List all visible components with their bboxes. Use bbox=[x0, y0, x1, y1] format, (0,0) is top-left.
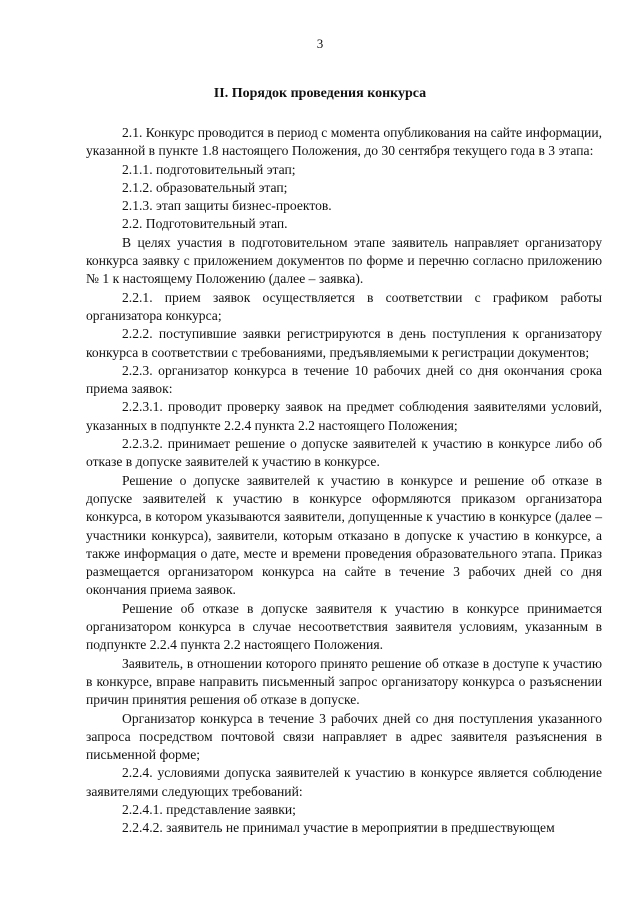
paragraph: 2.1.1. подготовительный этап; bbox=[122, 161, 296, 177]
paragraph: 2.2.4. условиями допуска заявителей к участию в конкурсе является соблюдение заявителями следующих требований: bbox=[86, 765, 602, 799]
section-title: II. Порядок проведения конкурса bbox=[213, 86, 427, 101]
paragraph: 2.2.1. прием заявок осуществляется в соответствии с графиком работы организатора конкурса; bbox=[86, 289, 602, 323]
paragraph: 2.2.2. поступившие заявки регистрируются в день поступления к организатору конкурса в соответствии с требованиями, предъявляемыми к регистрации документов; bbox=[86, 326, 602, 360]
paragraph: 2.2.4.2. заявитель не принимал участие в мероприятии в предшествующем bbox=[122, 820, 555, 836]
paragraph: 2.2. Подготовительный этап. bbox=[122, 216, 288, 232]
page-number: 3 bbox=[316, 36, 324, 51]
paragraph: Решение об отказе в допуске заявителя к участию в конкурсе принимается организатором конкурса в случае несоответствия заявителя условиям, указанным в подпункте 2.2.4 пункта 2.2 настоящего Положения. bbox=[86, 600, 602, 653]
paragraph: 2.1. Конкурс проводится в период с момента опубликования на сайте информации, указанной в пункте 1.8 настоящего Положения, до 30 сентября текущего года в 3 этапа: bbox=[86, 125, 602, 159]
paragraph: 2.2.4.1. представление заявки; bbox=[122, 801, 296, 817]
paragraph: 2.2.3.1. проводит проверку заявок на предмет соблюдения заявителями условий, указанных в подпункте 2.2.4 пункта 2.2 настоящего Положения; bbox=[86, 399, 602, 433]
paragraph: 2.2.3. организатор конкурса в течение 10 рабочих дней со дня окончания срока приема заявок: bbox=[86, 362, 602, 397]
paragraph: Решение о допуске заявителей к участию в конкурсе и решение об отказе в допуске заявителей к участию в конкурсе оформляются приказом организатора конкурса, в котором указываются заявители, допущенные к участию в конкурсе (далее – участники конкурса), заявители, которым отказано в допуске к участию в конкурсе, а также информация о дате, месте и времени проведения образовательного этапа. Приказ размещается организатором конкурса на сайте в течение 3 рабочих дней со дня окончания приема заявок. bbox=[86, 472, 602, 598]
paragraph: Заявитель, в отношении которого принято решение об отказе в доступе к участию в конкурсе, вправе направить письменный запрос организатору конкурса о разъяснении причин принятия решения об отказе в допуске. bbox=[86, 655, 602, 708]
paragraph: 2.1.2. образовательный этап; bbox=[122, 179, 288, 195]
paragraph: 2.2.3.2. принимает решение о допуске заявителей к участию в конкурсе либо об отказе в допуске заявителей к участию в конкурсе. bbox=[86, 436, 602, 470]
paragraph: В целях участия в подготовительном этапе заявитель направляет организатору конкурса заявку с приложением документов по форме и перечню согласно приложению № 1 к настоящему Положению (далее – заявка). bbox=[86, 234, 602, 287]
paragraph: Организатор конкурса в течение 3 рабочих дней со дня поступления указанного запроса посредством почтовой связи направляет в адрес заявителя разъяснения в письменной форме; bbox=[86, 710, 602, 763]
document-body bbox=[86, 124, 602, 838]
paragraph: 2.1.3. этап защиты бизнес-проектов. bbox=[122, 198, 332, 214]
